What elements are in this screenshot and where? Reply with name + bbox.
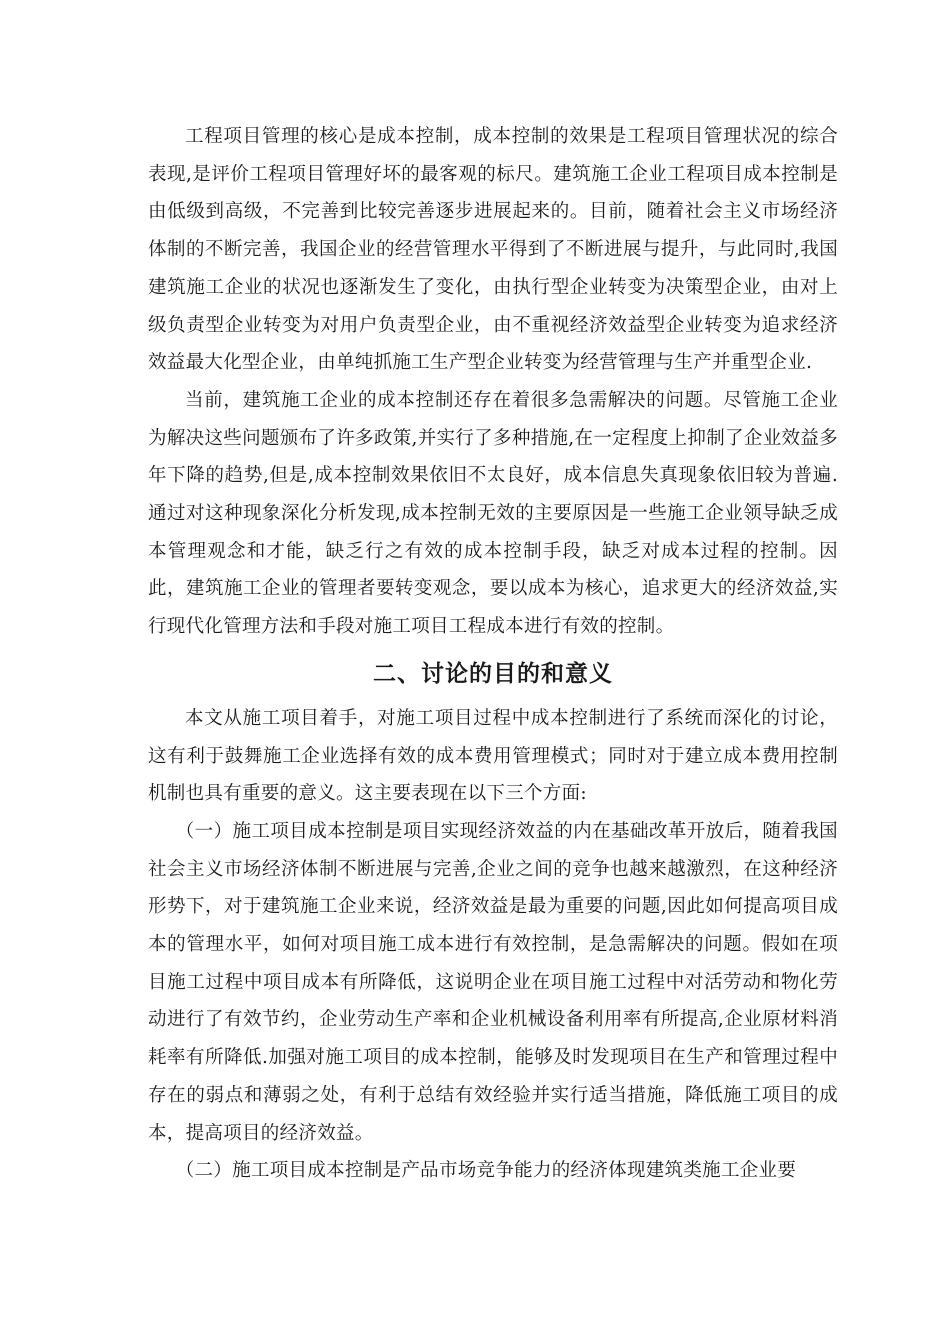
paragraph-point-one: （一）施工项目成本控制是项目实现经济效益的内在基础改革开放后，随着我国社会主义市场经济体制不断进展与完善,企业之间的竞争也越来越激烈，在这种经济形势下，对于建筑施工企业来说，经济效益是最为重要的问题,因此如何提高项目成本的管理水平，如何对项目施工成本进行有效控制，是急需解决的问题。假如在项目施工过程中项目成本有所降低，这说明企业在项目施工过程中对活劳动和物化劳动进行了有效节约，企业劳动生产率和企业机械设备利用率有所提高,企业原材料消耗率有所降低.加强对施工项目的成本控制，能够及时发现项目在生产和管理过程中存在的弱点和薄弱之处，有利于总结有效经验并实行适当措施，降低施工项目的成本，提高项目的经济效益。 [148,820,838,1144]
paragraph-current-problems: 当前，建筑施工企业的成本控制还存在着很多急需解决的问题。尽管施工企业为解决这些问题颁布了许多政策,并实行了多种措施,在一定程度上抑制了企业效益多年下降的趋势,但是,成本控制效果依旧不太良好，成本信息失真现象依旧较为普遍.通过对这种现象深化分析发现,成本控制无效的主要原因是一些施工企业领导缺乏成本管理观念和才能，缺乏行之有效的成本控制手段，缺乏对成本过程的控制。因此，建筑施工企业的管理者要转变观念，要以成本为核心，追求更大的经济效益,实行现代化管理方法和手段对施工项目工程成本进行有效的控制。 [148,389,838,638]
document-page [148,118,838,1190]
section-heading: 二、讨论的目的和意义 [373,660,613,687]
paragraph-purpose: 本文从施工项目着手，对施工项目过程中成本控制进行了系统而深化的讨论，这有利于鼓舞施工企业选择有效的成本费用管理模式；同时对于建立成本费用控制机制也具有重要的意义。这主要表现在以下三个方面: [148,707,838,805]
paragraph-intro: 工程项目管理的核心是成本控制，成本控制的效果是工程项目管理状况的综合表现,是评价工程项目管理好坏的最客观的标尺。建筑施工企业工程项目成本控制是由低级到高级，不完善到比较完善逐步进展起来的。目前，随着社会主义市场经济体制的不断完善，我国企业的经营管理水平得到了不断进展与提升，与此同时,我国建筑施工企业的状况也逐渐发生了变化，由执行型企业转变为决策型企业，由对上级负责型企业转变为对用户负责型企业，由不重视经济效益型企业转变为追求经济效益最大化型企业，由单纯抓施工生产型企业转变为经营管理与生产并重型企业. [148,126,838,374]
paragraph-point-two: （二）施工项目成本控制是产品市场竞争能力的经济体现建筑类施工企业要 [175,1160,797,1182]
